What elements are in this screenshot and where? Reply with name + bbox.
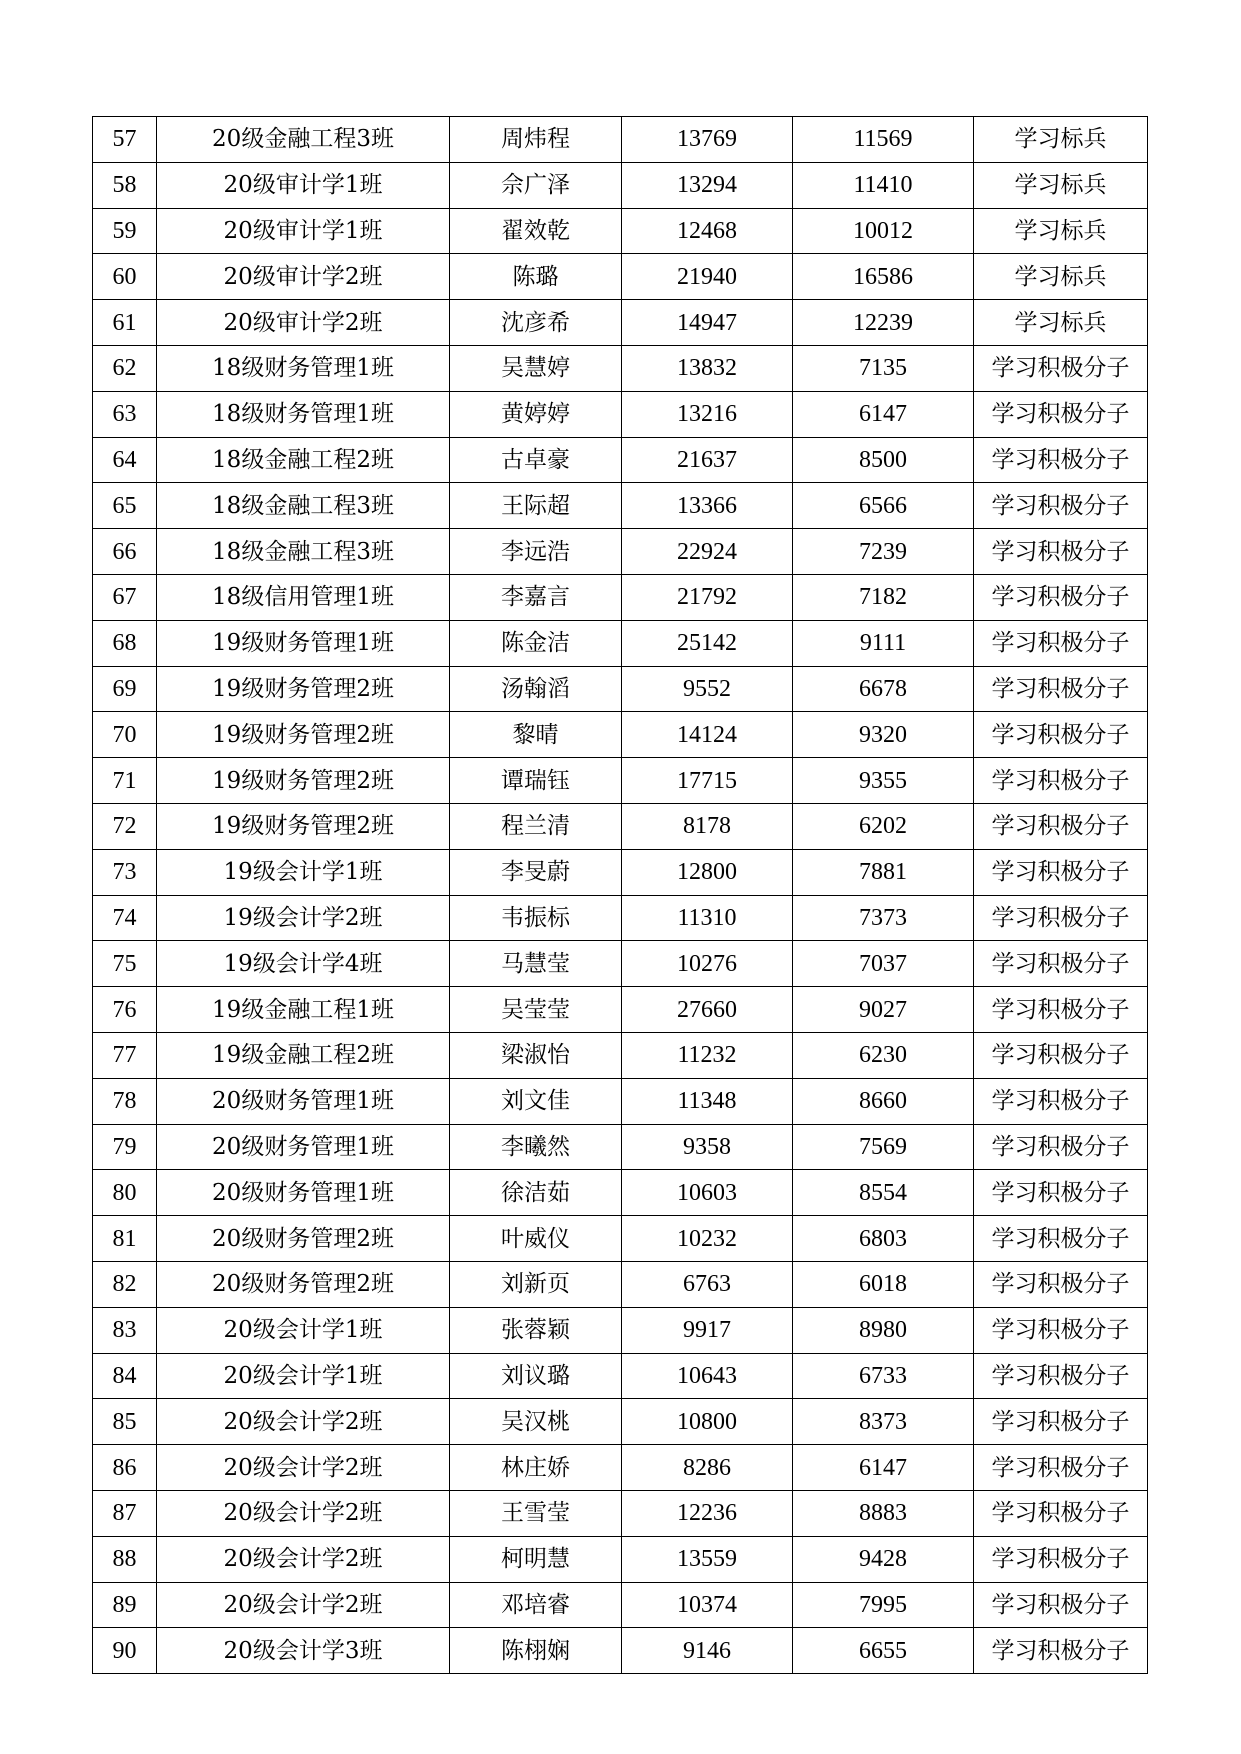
award-cell: 学习积极分子 (974, 574, 1148, 620)
score-b-cell: 11569 (793, 117, 974, 163)
table-row (93, 345, 1148, 391)
score-a-cell: 10374 (622, 1582, 793, 1628)
class-cell: 20级会计学2班 (157, 1490, 450, 1536)
score-a-cell: 8178 (622, 803, 793, 849)
award-cell: 学习积极分子 (974, 529, 1148, 575)
class-cell: 20级会计学2班 (157, 1536, 450, 1582)
row-index-cell: 74 (93, 895, 157, 941)
row-index-cell: 83 (93, 1307, 157, 1353)
score-b-cell: 7135 (793, 345, 974, 391)
row-index-cell: 67 (93, 574, 157, 620)
student-name-cell: 黎晴 (450, 712, 622, 758)
score-a-cell: 9917 (622, 1307, 793, 1353)
row-index-cell: 79 (93, 1124, 157, 1170)
score-b-cell: 6230 (793, 1032, 974, 1078)
student-name-cell: 沈彦希 (450, 300, 622, 346)
student-name-cell: 邓培睿 (450, 1582, 622, 1628)
student-name-cell: 李远浩 (450, 529, 622, 575)
student-name-cell: 吴汉桃 (450, 1399, 622, 1445)
score-a-cell: 13832 (622, 345, 793, 391)
score-b-cell: 7373 (793, 895, 974, 941)
student-name-cell: 古卓豪 (450, 437, 622, 483)
student-name-cell: 谭瑞钰 (450, 758, 622, 804)
class-cell: 18级财务管理1班 (157, 391, 450, 437)
table-row (93, 803, 1148, 849)
award-cell: 学习标兵 (974, 208, 1148, 254)
score-a-cell: 13294 (622, 162, 793, 208)
score-a-cell: 14947 (622, 300, 793, 346)
score-b-cell: 6018 (793, 1261, 974, 1307)
class-cell: 20级财务管理1班 (157, 1078, 450, 1124)
score-a-cell: 6763 (622, 1261, 793, 1307)
score-a-cell: 11348 (622, 1078, 793, 1124)
score-b-cell: 8883 (793, 1490, 974, 1536)
award-cell: 学习积极分子 (974, 666, 1148, 712)
table-row (93, 1353, 1148, 1399)
class-cell: 18级信用管理1班 (157, 574, 450, 620)
score-b-cell: 7037 (793, 941, 974, 987)
row-index-cell: 87 (93, 1490, 157, 1536)
award-cell: 学习积极分子 (974, 758, 1148, 804)
award-cell: 学习积极分子 (974, 1261, 1148, 1307)
award-cell: 学习积极分子 (974, 1353, 1148, 1399)
row-index-cell: 60 (93, 254, 157, 300)
award-cell: 学习积极分子 (974, 1445, 1148, 1491)
score-b-cell: 7881 (793, 849, 974, 895)
score-a-cell: 11232 (622, 1032, 793, 1078)
award-cell: 学习标兵 (974, 162, 1148, 208)
award-cell: 学习积极分子 (974, 1216, 1148, 1262)
row-index-cell: 73 (93, 849, 157, 895)
table-row (93, 162, 1148, 208)
class-cell: 19级会计学1班 (157, 849, 450, 895)
table-row (93, 1307, 1148, 1353)
student-name-cell: 黄婷婷 (450, 391, 622, 437)
student-name-cell: 王际超 (450, 483, 622, 529)
table-row (93, 712, 1148, 758)
score-b-cell: 9428 (793, 1536, 974, 1582)
table-row (93, 254, 1148, 300)
student-name-cell: 李曦然 (450, 1124, 622, 1170)
table-row (93, 1536, 1148, 1582)
score-b-cell: 8373 (793, 1399, 974, 1445)
score-b-cell: 9355 (793, 758, 974, 804)
row-index-cell: 70 (93, 712, 157, 758)
student-name-cell: 刘新页 (450, 1261, 622, 1307)
award-cell: 学习积极分子 (974, 345, 1148, 391)
class-cell: 20级会计学1班 (157, 1353, 450, 1399)
student-name-cell: 陈栩娴 (450, 1628, 622, 1674)
student-name-cell: 李嘉言 (450, 574, 622, 620)
score-b-cell: 16586 (793, 254, 974, 300)
student-name-cell: 刘文佳 (450, 1078, 622, 1124)
award-cell: 学习积极分子 (974, 1536, 1148, 1582)
score-b-cell: 10012 (793, 208, 974, 254)
table-row (93, 941, 1148, 987)
class-cell: 18级金融工程3班 (157, 529, 450, 575)
table-row (93, 529, 1148, 575)
class-cell: 19级财务管理2班 (157, 758, 450, 804)
score-b-cell: 6202 (793, 803, 974, 849)
award-table-body (93, 117, 1148, 1674)
row-index-cell: 72 (93, 803, 157, 849)
award-cell: 学习积极分子 (974, 1628, 1148, 1674)
student-name-cell: 刘议璐 (450, 1353, 622, 1399)
row-index-cell: 63 (93, 391, 157, 437)
score-b-cell: 8980 (793, 1307, 974, 1353)
row-index-cell: 89 (93, 1582, 157, 1628)
row-index-cell: 69 (93, 666, 157, 712)
score-b-cell: 6655 (793, 1628, 974, 1674)
score-a-cell: 21792 (622, 574, 793, 620)
award-cell: 学习积极分子 (974, 1582, 1148, 1628)
class-cell: 20级会计学3班 (157, 1628, 450, 1674)
table-row (93, 1261, 1148, 1307)
award-cell: 学习积极分子 (974, 620, 1148, 666)
score-b-cell: 6733 (793, 1353, 974, 1399)
student-name-cell: 柯明慧 (450, 1536, 622, 1582)
row-index-cell: 77 (93, 1032, 157, 1078)
score-b-cell: 6147 (793, 1445, 974, 1491)
score-b-cell: 7995 (793, 1582, 974, 1628)
award-cell: 学习积极分子 (974, 1124, 1148, 1170)
class-cell: 18级金融工程3班 (157, 483, 450, 529)
row-index-cell: 64 (93, 437, 157, 483)
table-row (93, 1032, 1148, 1078)
score-a-cell: 10800 (622, 1399, 793, 1445)
row-index-cell: 90 (93, 1628, 157, 1674)
student-name-cell: 周炜程 (450, 117, 622, 163)
class-cell: 20级审计学2班 (157, 300, 450, 346)
award-cell: 学习积极分子 (974, 391, 1148, 437)
student-name-cell: 李旻蔚 (450, 849, 622, 895)
award-cell: 学习积极分子 (974, 803, 1148, 849)
class-cell: 20级财务管理1班 (157, 1124, 450, 1170)
row-index-cell: 81 (93, 1216, 157, 1262)
table-row (93, 620, 1148, 666)
award-table (92, 116, 1148, 1674)
award-cell: 学习积极分子 (974, 1078, 1148, 1124)
row-index-cell: 62 (93, 345, 157, 391)
student-name-cell: 林庄娇 (450, 1445, 622, 1491)
row-index-cell: 75 (93, 941, 157, 987)
table-row (93, 574, 1148, 620)
score-a-cell: 8286 (622, 1445, 793, 1491)
score-b-cell: 9027 (793, 987, 974, 1033)
row-index-cell: 84 (93, 1353, 157, 1399)
score-a-cell: 9552 (622, 666, 793, 712)
score-b-cell: 8554 (793, 1170, 974, 1216)
class-cell: 20级财务管理2班 (157, 1261, 450, 1307)
score-b-cell: 7569 (793, 1124, 974, 1170)
student-name-cell: 陈金洁 (450, 620, 622, 666)
row-index-cell: 57 (93, 117, 157, 163)
class-cell: 19级财务管理2班 (157, 712, 450, 758)
score-a-cell: 11310 (622, 895, 793, 941)
class-cell: 20级会计学2班 (157, 1399, 450, 1445)
row-index-cell: 68 (93, 620, 157, 666)
table-row (93, 1078, 1148, 1124)
score-a-cell: 12468 (622, 208, 793, 254)
score-b-cell: 8660 (793, 1078, 974, 1124)
table-row (93, 391, 1148, 437)
score-a-cell: 21940 (622, 254, 793, 300)
score-a-cell: 25142 (622, 620, 793, 666)
student-name-cell: 吴莹莹 (450, 987, 622, 1033)
score-b-cell: 7239 (793, 529, 974, 575)
row-index-cell: 58 (93, 162, 157, 208)
student-name-cell: 陈璐 (450, 254, 622, 300)
row-index-cell: 82 (93, 1261, 157, 1307)
award-cell: 学习标兵 (974, 117, 1148, 163)
class-cell: 20级审计学1班 (157, 162, 450, 208)
score-a-cell: 27660 (622, 987, 793, 1033)
award-cell: 学习积极分子 (974, 1307, 1148, 1353)
class-cell: 19级金融工程1班 (157, 987, 450, 1033)
table-row (93, 300, 1148, 346)
table-row (93, 1628, 1148, 1674)
award-cell: 学习积极分子 (974, 1032, 1148, 1078)
row-index-cell: 65 (93, 483, 157, 529)
award-cell: 学习积极分子 (974, 712, 1148, 758)
award-cell: 学习积极分子 (974, 1490, 1148, 1536)
table-row (93, 483, 1148, 529)
table-row (93, 1490, 1148, 1536)
student-name-cell: 汤翰滔 (450, 666, 622, 712)
score-b-cell: 11410 (793, 162, 974, 208)
student-name-cell: 叶威仪 (450, 1216, 622, 1262)
table-row (93, 1445, 1148, 1491)
row-index-cell: 78 (93, 1078, 157, 1124)
score-b-cell: 9320 (793, 712, 974, 758)
student-name-cell: 佘广泽 (450, 162, 622, 208)
student-name-cell: 翟效乾 (450, 208, 622, 254)
table-row (93, 849, 1148, 895)
award-cell: 学习积极分子 (974, 483, 1148, 529)
class-cell: 19级会计学4班 (157, 941, 450, 987)
score-a-cell: 13559 (622, 1536, 793, 1582)
row-index-cell: 80 (93, 1170, 157, 1216)
table-row (93, 1399, 1148, 1445)
class-cell: 20级财务管理1班 (157, 1170, 450, 1216)
score-a-cell: 14124 (622, 712, 793, 758)
row-index-cell: 71 (93, 758, 157, 804)
award-cell: 学习积极分子 (974, 849, 1148, 895)
score-a-cell: 10276 (622, 941, 793, 987)
student-name-cell: 程兰清 (450, 803, 622, 849)
score-a-cell: 22924 (622, 529, 793, 575)
student-name-cell: 吴慧婷 (450, 345, 622, 391)
award-cell: 学习积极分子 (974, 895, 1148, 941)
student-name-cell: 韦振标 (450, 895, 622, 941)
row-index-cell: 76 (93, 987, 157, 1033)
class-cell: 19级财务管理2班 (157, 666, 450, 712)
score-b-cell: 9111 (793, 620, 974, 666)
student-name-cell: 马慧莹 (450, 941, 622, 987)
table-row (93, 895, 1148, 941)
award-cell: 学习标兵 (974, 300, 1148, 346)
award-cell: 学习积极分子 (974, 941, 1148, 987)
class-cell: 20级会计学2班 (157, 1582, 450, 1628)
score-a-cell: 12236 (622, 1490, 793, 1536)
score-b-cell: 6803 (793, 1216, 974, 1262)
class-cell: 20级金融工程3班 (157, 117, 450, 163)
row-index-cell: 86 (93, 1445, 157, 1491)
class-cell: 20级会计学2班 (157, 1445, 450, 1491)
score-a-cell: 13216 (622, 391, 793, 437)
row-index-cell: 61 (93, 300, 157, 346)
score-a-cell: 21637 (622, 437, 793, 483)
score-b-cell: 6678 (793, 666, 974, 712)
student-name-cell: 徐洁茹 (450, 1170, 622, 1216)
table-row (93, 666, 1148, 712)
class-cell: 20级审计学1班 (157, 208, 450, 254)
row-index-cell: 59 (93, 208, 157, 254)
class-cell: 18级金融工程2班 (157, 437, 450, 483)
score-a-cell: 13366 (622, 483, 793, 529)
score-b-cell: 12239 (793, 300, 974, 346)
table-row (93, 208, 1148, 254)
class-cell: 20级财务管理2班 (157, 1216, 450, 1262)
class-cell: 19级会计学2班 (157, 895, 450, 941)
award-cell: 学习积极分子 (974, 437, 1148, 483)
award-cell: 学习积极分子 (974, 987, 1148, 1033)
score-b-cell: 6147 (793, 391, 974, 437)
student-name-cell: 张蓉颖 (450, 1307, 622, 1353)
table-row (93, 437, 1148, 483)
class-cell: 19级金融工程2班 (157, 1032, 450, 1078)
score-a-cell: 13769 (622, 117, 793, 163)
score-a-cell: 9358 (622, 1124, 793, 1170)
score-b-cell: 7182 (793, 574, 974, 620)
table-row (93, 1582, 1148, 1628)
table-row (93, 1216, 1148, 1262)
class-cell: 20级审计学2班 (157, 254, 450, 300)
table-row (93, 758, 1148, 804)
score-b-cell: 8500 (793, 437, 974, 483)
class-cell: 19级财务管理1班 (157, 620, 450, 666)
award-cell: 学习标兵 (974, 254, 1148, 300)
row-index-cell: 88 (93, 1536, 157, 1582)
score-a-cell: 9146 (622, 1628, 793, 1674)
class-cell: 18级财务管理1班 (157, 345, 450, 391)
student-name-cell: 梁淑怡 (450, 1032, 622, 1078)
award-cell: 学习积极分子 (974, 1399, 1148, 1445)
row-index-cell: 85 (93, 1399, 157, 1445)
score-a-cell: 10643 (622, 1353, 793, 1399)
student-name-cell: 王雪莹 (450, 1490, 622, 1536)
score-b-cell: 6566 (793, 483, 974, 529)
table-row (93, 987, 1148, 1033)
score-a-cell: 12800 (622, 849, 793, 895)
award-cell: 学习积极分子 (974, 1170, 1148, 1216)
class-cell: 20级会计学1班 (157, 1307, 450, 1353)
table-row (93, 1170, 1148, 1216)
class-cell: 19级财务管理2班 (157, 803, 450, 849)
table-row (93, 1124, 1148, 1170)
score-a-cell: 17715 (622, 758, 793, 804)
table-row (93, 117, 1148, 163)
score-a-cell: 10603 (622, 1170, 793, 1216)
row-index-cell: 66 (93, 529, 157, 575)
score-a-cell: 10232 (622, 1216, 793, 1262)
